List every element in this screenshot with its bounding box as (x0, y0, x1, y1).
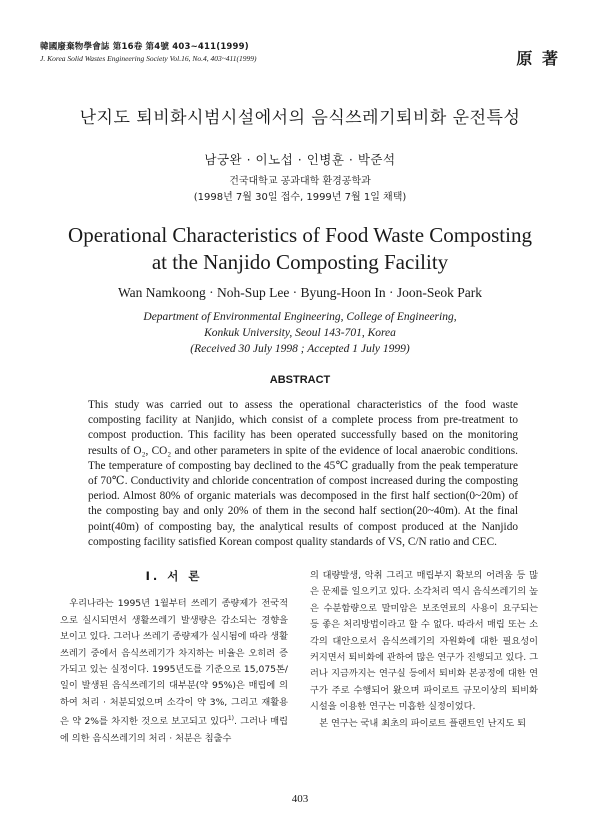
body-column-left (60, 568, 288, 747)
affiliation-line-2: Konkuk University, Seoul 143-701, Korea (204, 327, 396, 339)
title-english: Operational Characteristics of Food Waste Composting at the Nanjido Composting Facility (68, 223, 532, 274)
affiliation-english (0, 309, 600, 357)
footnote-reference: 1) (227, 715, 234, 723)
journal-header (40, 40, 560, 68)
article-type-badge: 原 著 (516, 49, 560, 68)
authors-korean: 남궁완 · 이노섭 · 인병훈 · 박준석 (204, 152, 396, 167)
dates-korean: (1998년 7월 30일 접수, 1999년 7월 1일 채택) (193, 192, 407, 203)
intro-paragraph-1-tail: . 그러나 매립에 의한 음식쓰레기의 처리 · 처분은 침출수 (60, 716, 289, 744)
abstract-text: This study was carried out to assess the operational characteristics of the food waste composting facility at Nanjido, which consist of a complete process from pre-treatment to compost production. This facility has been operated successfully based on the monitoring results of O₂, CO₂ and other parameters in spite of the evidence of local anaerobic conditions. The temperature of composting bay declined to the 45℃ gradually from the peak temperature of 70℃. Conductivity and chloride concentration of compost increased during the composting period. Almost 80% of organic materials was decomposed in the first half section(0~20m) of the composting bay and only 20% of them in the second half section(20~40m). At the final point(40m) of composting bay, the analytical results of compost produced at the Nanjido composting facility satisfied Korean compost quality standards of VS, C/N ratio and CEC. (88, 399, 518, 548)
page-number: 403 (291, 793, 309, 805)
section-heading-introduction: Ⅰ. 서 론 (145, 569, 203, 583)
authors-english: Wan Namkoong · Noh-Sup Lee · Byung-Hoon In · Joon-Seok Park (117, 285, 483, 300)
affiliation-line-1: Department of Environmental Engineering, College of Engineering, (143, 311, 457, 323)
intro-paragraph-1 (60, 596, 288, 747)
journal-name-english: J. Korea Solid Wastes Engineering Society Vol.16, No.4, 403~411(1999) (40, 54, 257, 63)
body-column-right (310, 568, 538, 732)
intro-paragraph-1-text: 우리나라는 1995년 1월부터 쓰레기 종량제가 전국적으로 실시되면서 생활쓰레기 발생량은 감소되는 경향을 보이고 있다. 그러나 쓰레기 종량제가 실시됨에 따라 생활쓰레기 중에서 음식쓰레기가 차지하는 비율은 오히려 증가되고 있는 실정이다. 1995년도를 기준으로 15,075톤/일이 발생된 음식쓰레기의 대부분(약 95%)은 매립에 의하여 처리 · 처분되었으며 소각이 약 3%, 그리고 재활용은 약 2%를 차지한 것으로 보고되고 있다 (60, 598, 288, 728)
title-korean: 난지도 퇴비화시범시설에서의 음식쓰레기퇴비화 운전특성 (79, 108, 521, 128)
intro-paragraph-continued: 의 대량발생, 악취 그리고 매립부지 확보의 어려움 등 많은 문제를 일으키고 있다. 소각처리 역시 음식쓰레기의 높은 수분함량으로 말미암은 보조연료의 사용이 요구되는 등 좋은 처리방법이라고 할 수 없다. 따라서 매립 또는 소각의 대안으로서 음식쓰레기의 자원화에 대한 필요성이 커지면서 퇴비화에 관하여 많은 연구가 진행되고 있다. 그러나 지금까지는 연구실 등에서 퇴비화 본공정에 대한 연구가 주로 수행되어 왔으며 파이로트 규모이상의 퇴비화시설을 이용한 연구는 미흡한 실정이었다. (310, 570, 538, 713)
abstract-heading: ABSTRACT (269, 374, 331, 386)
affiliation-korean: 건국대학교 공과대학 환경공학과 (229, 176, 371, 187)
journal-name-korean: 韓國廢棄物學會誌 第16卷 第4號 403~411(1999) (40, 42, 249, 52)
intro-paragraph-2: 본 연구는 국내 최초의 파이로트 플랜트인 난지도 퇴 (319, 717, 527, 729)
received-accepted-dates: (Received 30 July 1998 ; Accepted 1 July 1999) (190, 343, 410, 355)
